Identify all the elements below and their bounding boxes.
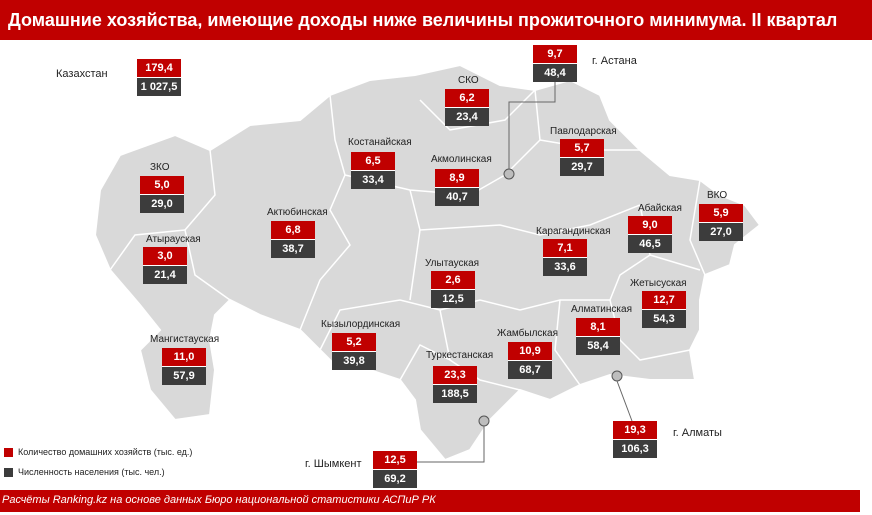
population-value: 57,9 [162, 367, 206, 385]
value-box-abai [628, 216, 672, 253]
population-value: 40,7 [435, 188, 479, 206]
value-box-pavlodar [560, 139, 604, 176]
households-value: 7,1 [543, 239, 587, 258]
households-value: 23,3 [433, 366, 477, 385]
value-box-kostanay [351, 152, 395, 189]
population-value: 29,7 [560, 158, 604, 176]
value-box-vko [699, 204, 743, 241]
value-box-akmola [435, 169, 479, 206]
region-label-sko: СКО [458, 75, 479, 86]
households-value: 5,7 [560, 139, 604, 158]
value-box-zhetysu [642, 291, 686, 328]
population-value: 48,4 [533, 64, 577, 82]
value-box-almaty [613, 421, 657, 458]
region-label-almaty-region: Алматинская [571, 304, 632, 315]
almaty-marker [612, 371, 622, 381]
region-label-karaganda: Карагандинская [536, 226, 611, 237]
shymkent-marker [479, 416, 489, 426]
population-value: 27,0 [699, 223, 743, 241]
value-box-shymkent [373, 451, 417, 488]
households-value: 179,4 [137, 59, 181, 78]
city-label-astana: г. Астана [592, 55, 637, 67]
households-value: 2,6 [431, 271, 475, 290]
footer-bar [0, 490, 860, 512]
population-value: 188,5 [433, 385, 477, 403]
region-label-turkestan: Туркестанская [426, 350, 494, 361]
population-value: 38,7 [271, 240, 315, 258]
value-box-zhambyl [508, 342, 552, 379]
population-value: 21,4 [143, 266, 187, 284]
households-value: 12,5 [373, 451, 417, 470]
population-value: 68,7 [508, 361, 552, 379]
region-label-zhetysu: Жетысуская [630, 278, 687, 289]
households-value: 19,3 [613, 421, 657, 440]
population-value: 39,8 [332, 352, 376, 370]
value-box-turkestan [433, 366, 477, 403]
population-value: 54,3 [642, 310, 686, 328]
population-value: 1 027,5 [137, 78, 181, 96]
chart-title: Домашние хозяйства, имеющие доходы ниже величины прожиточного минимума. II квартал [8, 10, 838, 30]
households-value: 6,5 [351, 152, 395, 171]
region-label-zhambyl: Жамбылская [497, 328, 558, 339]
region-label-kyzylorda: Кызылординская [321, 319, 401, 330]
value-box-almaty-region [576, 318, 620, 355]
city-label-almaty: г. Алматы [673, 427, 722, 439]
households-value: 6,8 [271, 221, 315, 240]
households-value: 5,2 [332, 333, 376, 352]
astana-marker [504, 169, 514, 179]
households-value: 10,9 [508, 342, 552, 361]
value-box-atyrau [143, 247, 187, 284]
population-value: 46,5 [628, 235, 672, 253]
households-value: 11,0 [162, 348, 206, 367]
region-label-kostanay: Костанайская [348, 137, 412, 148]
legend-households-label: Количество домашних хозяйств (тыс. ед.) [18, 447, 193, 457]
region-label-zko: ЗКО [150, 162, 170, 173]
population-value: 33,4 [351, 171, 395, 189]
region-label-pavlodar: Павлодарская [550, 126, 617, 137]
value-box-aktobe [271, 221, 315, 258]
population-value: 33,6 [543, 258, 587, 276]
households-value: 8,9 [435, 169, 479, 188]
value-box-sko [445, 89, 489, 126]
value-box-ulytau [431, 271, 475, 308]
city-label-shymkent: г. Шымкент [305, 458, 362, 470]
value-box-kyzylorda [332, 333, 376, 370]
value-box-kazakhstan [137, 59, 181, 96]
population-value: 23,4 [445, 108, 489, 126]
value-box-zko [140, 176, 184, 213]
households-value: 12,7 [642, 291, 686, 310]
legend-households-swatch [4, 448, 13, 457]
value-box-mangystau [162, 348, 206, 385]
region-label-aktobe: Актюбинская [267, 207, 328, 218]
households-value: 5,0 [140, 176, 184, 195]
population-value: 69,2 [373, 470, 417, 488]
region-label-mangystau: Мангистауская [150, 334, 220, 345]
region-label-abai: Абайская [638, 203, 682, 214]
region-label-atyrau: Атырауская [146, 234, 201, 245]
households-value: 5,9 [699, 204, 743, 223]
households-value: 6,2 [445, 89, 489, 108]
population-value: 12,5 [431, 290, 475, 308]
households-value: 9,7 [533, 45, 577, 64]
population-value: 106,3 [613, 440, 657, 458]
legend-population-swatch [4, 468, 13, 477]
value-box-astana [533, 45, 577, 82]
region-label-vko: ВКО [707, 190, 728, 201]
region-label-akmola: Акмолинская [431, 154, 492, 165]
region-label-ulytau: Улытауская [425, 258, 480, 269]
households-value: 8,1 [576, 318, 620, 337]
region-label-kazakhstan: Казахстан [56, 68, 108, 80]
source-note: Расчёты Ranking.kz на основе данных Бюро национальной статистики АСПиР РК [2, 494, 436, 506]
population-value: 58,4 [576, 337, 620, 355]
households-value: 9,0 [628, 216, 672, 235]
value-box-karaganda [543, 239, 587, 276]
population-value: 29,0 [140, 195, 184, 213]
legend-population-label: Численность населения (тыс. чел.) [18, 467, 165, 477]
households-value: 3,0 [143, 247, 187, 266]
